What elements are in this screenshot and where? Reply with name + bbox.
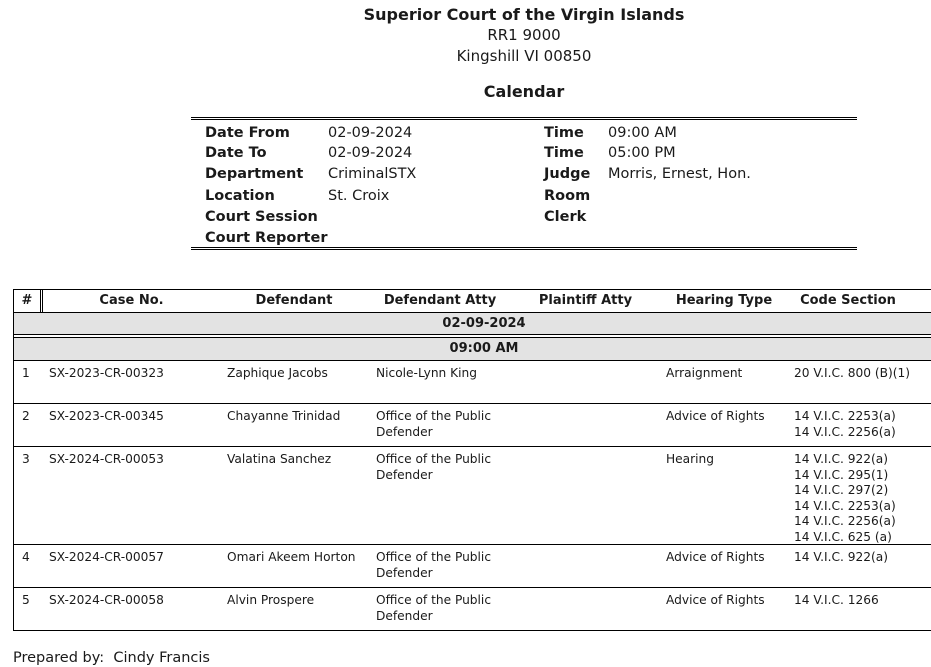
col-header-plaintiff-atty: Plaintiff Atty — [538, 293, 633, 308]
hearing-type: Hearing — [666, 452, 714, 466]
defendant-attorney: Nicole-Lynn King — [376, 366, 477, 380]
date-from-label: Date From — [205, 125, 290, 141]
prepared-by-label: Prepared by: — [13, 650, 105, 666]
address-line-1: RR1 9000 — [487, 26, 561, 44]
calendar-title: Calendar — [483, 82, 565, 101]
hearing-type: Arraignment — [666, 366, 743, 380]
col-header-code-section: Code Section — [800, 293, 896, 308]
row-number: 2 — [22, 409, 30, 423]
room-label: Room — [544, 188, 591, 204]
col-header-defendant: Defendant — [255, 293, 333, 308]
defendant-attorney: Office of the Public Defender — [376, 593, 492, 623]
date-from-value: 02-09-2024 — [328, 125, 413, 141]
table-row — [14, 588, 931, 630]
court-session-label: Court Session — [205, 209, 318, 225]
col-header-defendant-atty: Defendant Atty — [383, 293, 497, 308]
date-to-label: Date To — [205, 145, 267, 161]
defendant-name: Chayanne Trinidad — [227, 409, 341, 423]
table-body — [14, 361, 931, 630]
time-end-label: Time — [544, 145, 584, 161]
date-to-value: 02-09-2024 — [328, 145, 413, 161]
row-number: 1 — [22, 366, 30, 380]
prepared-by-name: Cindy Francis — [113, 650, 210, 666]
time-end-value: 05:00 PM — [608, 145, 676, 161]
address-line-2: Kingshill VI 00850 — [456, 47, 592, 65]
prepared-by-footer — [13, 649, 210, 667]
report-header — [0, 4, 931, 102]
case-number: SX-2023-CR-00323 — [49, 366, 164, 380]
table-row — [14, 404, 931, 447]
defendant-name: Valatina Sanchez — [227, 452, 332, 466]
court-reporter-label: Court Reporter — [205, 230, 328, 246]
location-label: Location — [205, 188, 275, 204]
code-section: 20 V.I.C. 800 (B)(1) — [794, 366, 911, 380]
defendant-name: Alvin Prospere — [227, 593, 315, 607]
time-start-label: Time — [544, 125, 584, 141]
department-label: Department — [205, 166, 304, 182]
department-value: CriminalSTX — [328, 166, 417, 182]
judge-value: Morris, Ernest, Hon. — [608, 166, 751, 182]
calendar-info-block — [191, 117, 857, 250]
col-header-case-no: Case No. — [99, 293, 164, 308]
code-section: 14 V.I.C. 922(a) 14 V.I.C. 295(1) 14 V.I.C. 297(2) 14 V.I.C. 2253(a) 14 V.I.C. 2256(a) 14 V.I.C. 625 (a) — [794, 452, 896, 544]
time-group-row: 09:00 AM — [14, 337, 931, 361]
table-row — [14, 545, 931, 588]
case-number: SX-2023-CR-00345 — [49, 409, 164, 423]
header-divider — [40, 290, 43, 312]
hearing-type: Advice of Rights — [666, 409, 765, 423]
table-header-row — [14, 289, 931, 313]
code-section: 14 V.I.C. 1266 — [794, 593, 879, 607]
col-header-number: # — [21, 293, 33, 308]
location-value: St. Croix — [328, 188, 390, 204]
table-row — [14, 361, 931, 404]
defendant-name: Omari Akeem Horton — [227, 550, 356, 564]
case-number: SX-2024-CR-00057 — [49, 550, 164, 564]
clerk-label: Clerk — [544, 209, 587, 225]
hearing-type: Advice of Rights — [666, 550, 765, 564]
case-number: SX-2024-CR-00058 — [49, 593, 164, 607]
code-section: 14 V.I.C. 922(a) — [794, 550, 888, 564]
table-row — [14, 447, 931, 545]
defendant-attorney: Office of the Public Defender — [376, 409, 492, 439]
row-number: 3 — [22, 452, 30, 466]
hearing-type: Advice of Rights — [666, 593, 765, 607]
judge-label: Judge — [544, 166, 591, 182]
court-name: Superior Court of the Virgin Islands — [363, 5, 685, 24]
defendant-name: Zaphique Jacobs — [227, 366, 328, 380]
case-number: SX-2024-CR-00053 — [49, 452, 164, 466]
defendant-attorney: Office of the Public Defender — [376, 452, 492, 482]
code-section: 14 V.I.C. 2253(a) 14 V.I.C. 2256(a) — [794, 409, 896, 439]
row-number: 5 — [22, 593, 30, 607]
calendar-table — [13, 289, 931, 631]
row-number: 4 — [22, 550, 30, 564]
col-header-hearing-type: Hearing Type — [675, 293, 773, 308]
date-group-row: 02-09-2024 — [14, 313, 931, 335]
defendant-attorney: Office of the Public Defender — [376, 550, 492, 580]
time-start-value: 09:00 AM — [608, 125, 677, 141]
